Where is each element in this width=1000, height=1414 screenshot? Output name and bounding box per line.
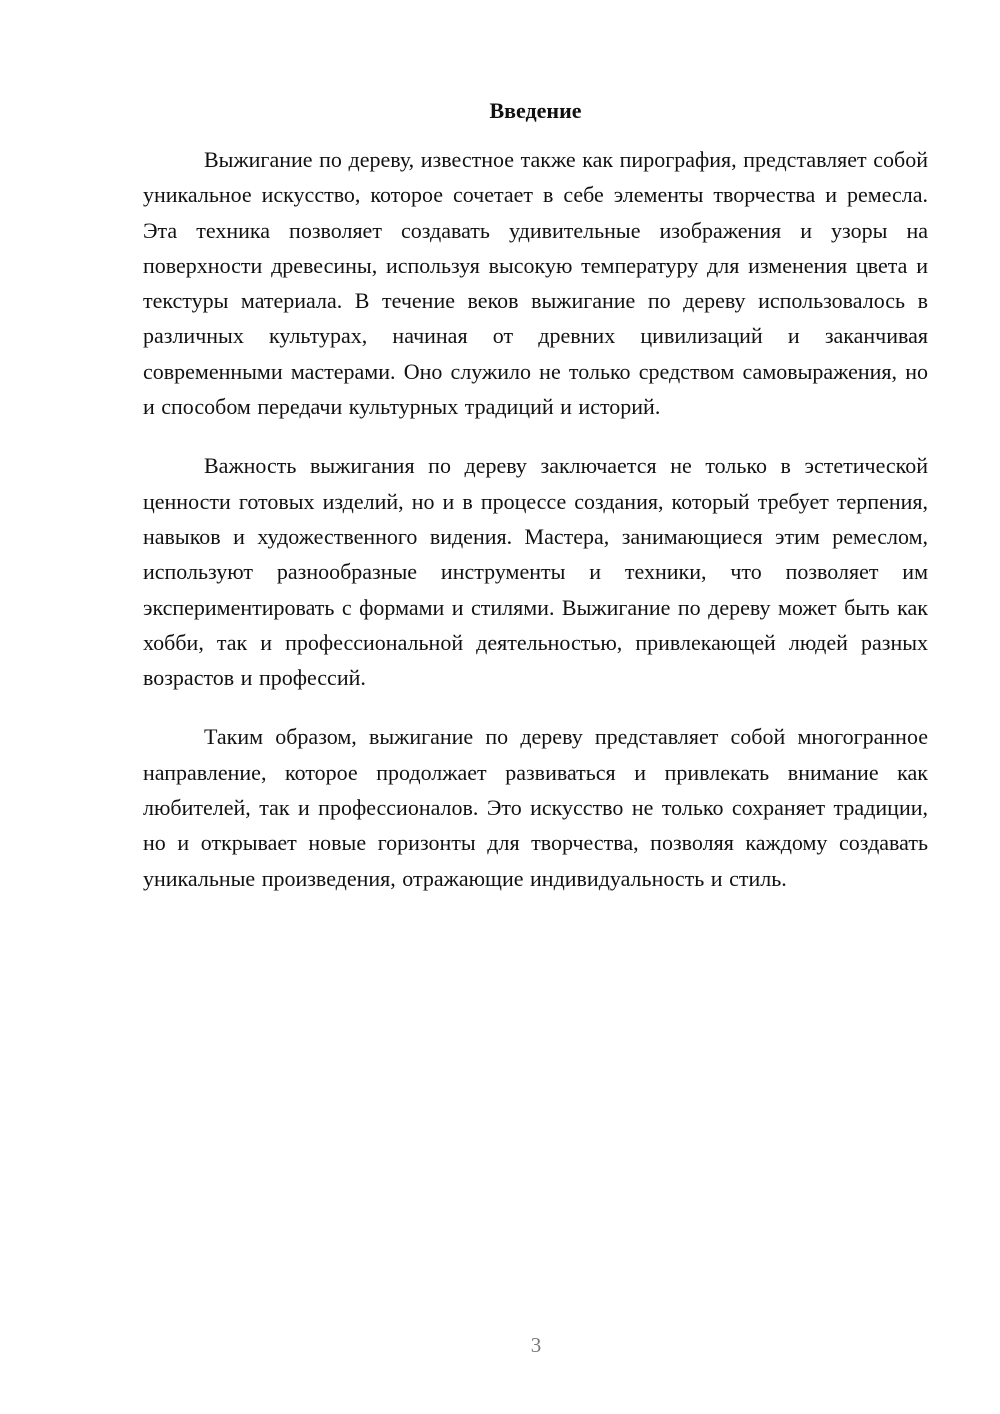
paragraph-2: Важность выжигания по дереву заключается не только в эстетической ценности готовых изделий, но и в процессе создания, который требует терпения, навыков и художественного видения. Мастера, занимающиеся этим ремеслом, используют разнообразные инструменты и техники, что позволяет им экспериментировать с формами и стилями. Выжигание по дереву может быть как хобби, так и профессиональной деятельностью, привлекающей людей разных возрастов и профессий.	[143, 453, 928, 691]
page-number: 3	[530, 1333, 542, 1357]
paragraph-1: Выжигание по дереву, известное также как пирография, представляет собой уникальное искусство, которое сочетает в себе элементы творчества и ремесла. Эта техника позволяет создавать удивительные изображения и узоры на поверхности древесины, используя высокую температуру для изменения цвета и текстуры материала. В течение веков выжигание по дереву использовалось в различных культурах, начиная от древних цивилизаций и заканчивая современными мастерами. Оно служило не только средством самовыражения, но и способом передачи культурных традиций и историй.	[143, 147, 928, 420]
paragraph-3: Таким образом, выжигание по дереву представляет собой многогранное направление, которое продолжает развиваться и привлекать внимание как любителей, так и профессионалов. Это искусство не только сохраняет традиции, но и открывает новые горизонты для творчества, позволяя каждому создавать уникальные произведения, отражающие индивидуальность и стиль.	[143, 724, 928, 891]
document-body	[143, 142, 928, 920]
section-title: Введение	[489, 98, 582, 123]
